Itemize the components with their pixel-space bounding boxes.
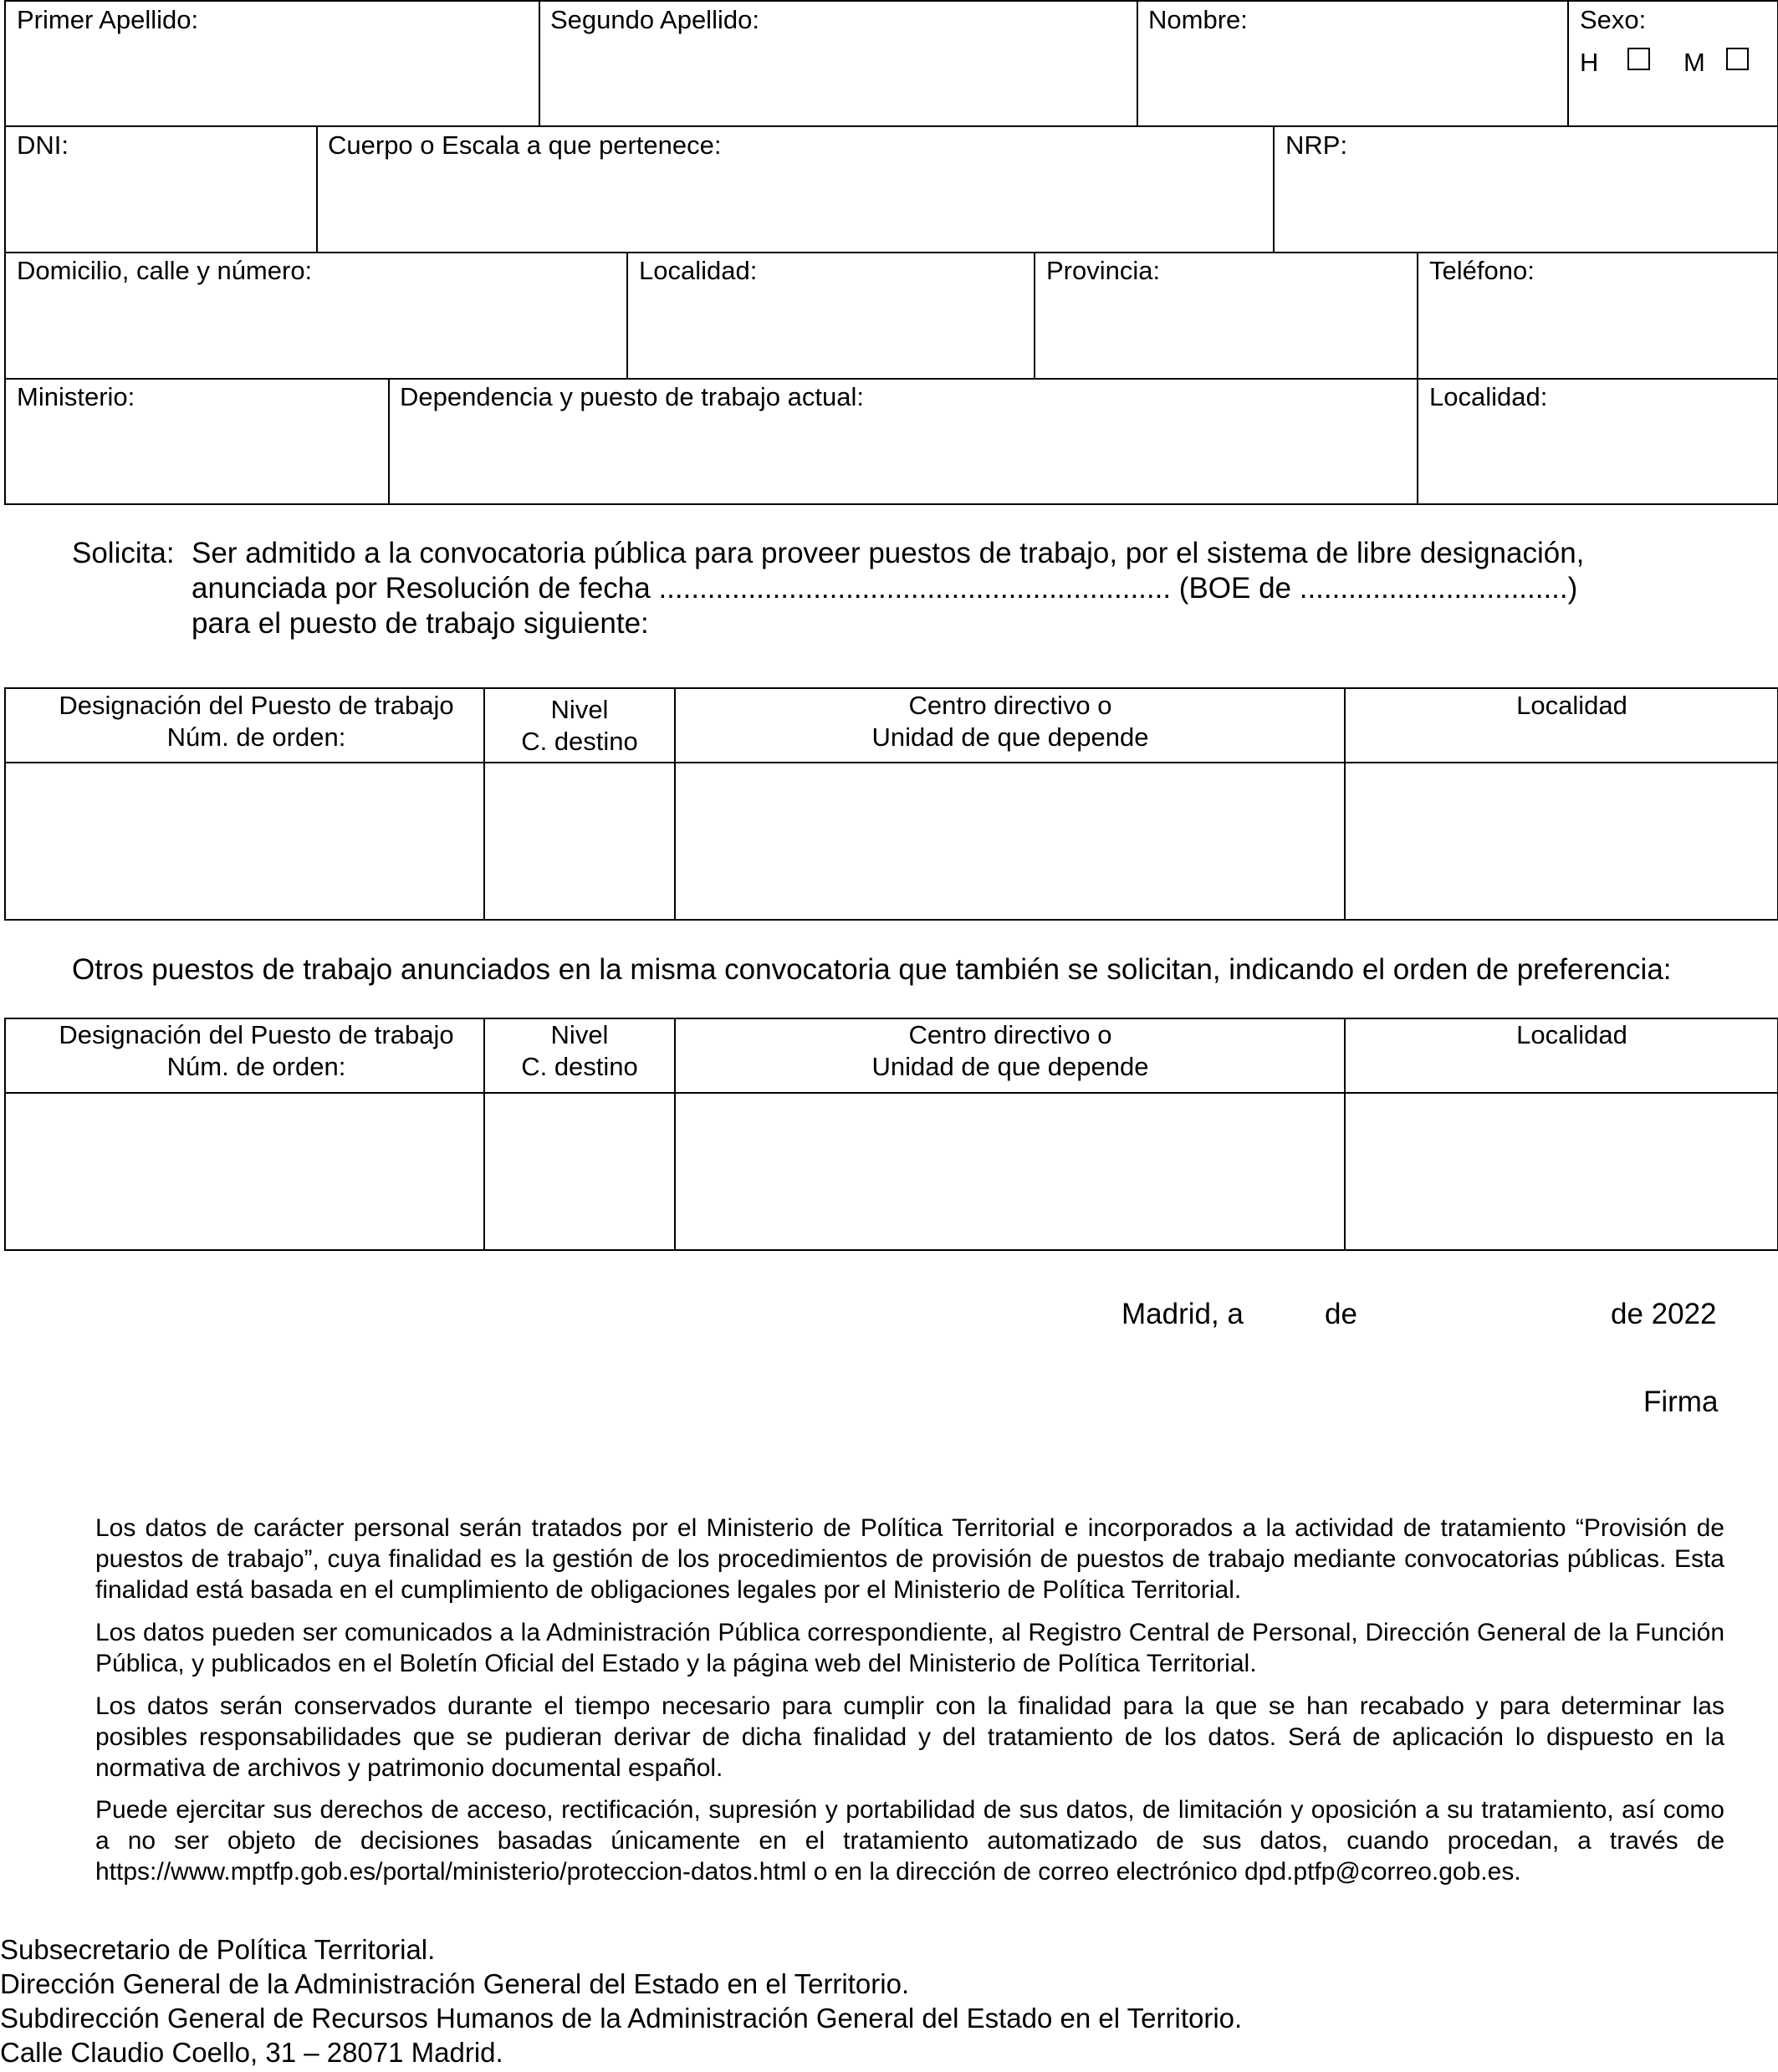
nombre-field[interactable] [1140,37,1565,124]
localidad-trabajo-label: Localidad: [1429,382,1548,411]
telefono-field[interactable] [1420,288,1775,376]
footer-line-2: Dirección General de la Administración General del Estado en el Territorio. [0,1968,910,1999]
dependencia-label: Dependencia y puesto de trabajo actual: [400,382,864,411]
otros-cell-localidad[interactable] [1346,1095,1776,1248]
col-divider [388,378,390,505]
header-line: Núm. de orden: [166,1052,346,1081]
puesto-cell-centro[interactable] [677,764,1342,918]
nrp-label: NRP: [1285,130,1348,160]
col-divider [626,252,628,379]
header-line: Centro directivo o [908,691,1112,720]
firma-label: Firma [1643,1386,1719,1418]
col-header-nivel [485,1019,674,1083]
primer-apellido-label: Primer Apellido: [17,5,199,34]
col-divider [1137,0,1138,127]
domicilio-label: Domicilio, calle y número: [17,256,313,285]
dni-label: DNI: [17,130,69,160]
privacy-paragraph-2: Los datos pueden ser comunicados a la Administración Pública correspondiente, al Registro Central de Personal, Dirección General de la Función Pública, y publicados en el Boletín Oficial del Estado y la página web del Ministerio de Política Territorial. [95,1619,1724,1677]
signature-de-year: de 2022 [1611,1298,1717,1330]
header-line: Designación del Puesto de trabajo [59,691,454,720]
localidad-field[interactable] [630,288,1031,376]
privacy-paragraph-1: Los datos de carácter personal serán tratados por el Ministerio de Política Territorial e incorporados a la actividad de tratamiento “Provisión de puestos de trabajo”, cuya finalidad es la gestión de los procedimientos de provisión de puestos de trabajo mediante convocatorias públicas. Esta finalidad está basada en el cumplimiento de obligaciones legales por el Ministerio de Política Territorial. [95,1514,1724,1604]
header-divider [4,762,1777,763]
sexo-h-label: H [1580,48,1599,77]
col-divider [1417,252,1418,379]
ministerio-field[interactable] [7,415,385,503]
header-line: Centro directivo o [908,1020,1112,1049]
col-divider [1273,125,1275,253]
header-line: Designación del Puesto de trabajo [59,1020,454,1049]
nrp-field[interactable] [1276,162,1775,250]
telefono-label: Teléfono: [1429,256,1535,285]
segundo-apellido-field[interactable] [542,37,1134,124]
header-line: Localidad [1516,691,1627,720]
col-header-localidad [1346,1019,1778,1051]
col-header-centro [676,1019,1345,1083]
col-divider [1034,252,1035,379]
sexo-label: Sexo: [1580,5,1647,34]
row-divider [4,252,1777,253]
col-divider [539,0,540,127]
privacy-paragraph-4: Puede ejercitar sus derechos de acceso, rectificación, supresión y portabilidad de sus datos, de limitación y oposición a su tratamiento, así como a no ser objeto de decisiones basadas únicamente en el tratamiento automatizado de sus datos, cuando procedan, a través de https://www.mptfp.gob.es/portal/ministerio/proteccion-datos.html o en la dirección de correo electrónico dpd.ptfp@correo.gob.es. [95,1796,1724,1886]
signature-de-1: de [1325,1298,1357,1330]
col-divider [1417,378,1418,505]
dependencia-field[interactable] [391,415,1413,503]
header-line: C. destino [521,727,638,756]
ministerio-label: Ministerio: [17,382,135,411]
header-line: Unidad de que depende [871,722,1149,752]
provincia-field[interactable] [1037,288,1413,376]
col-header-centro [676,690,1345,753]
solicita-line-3: para el puesto de trabajo siguiente: [192,607,649,640]
solicita-line-1: Ser admitido a la convocatoria pública para proveer puestos de trabajo, por el sistema de libre designación, [192,537,1585,569]
localidad-trabajo-field[interactable] [1420,415,1775,503]
col-divider [1567,0,1569,127]
localidad-label: Localidad: [639,256,758,285]
otros-cell-nivel[interactable] [486,1095,672,1248]
signature-place: Madrid, a [1121,1298,1244,1330]
row-divider [4,378,1777,380]
privacy-paragraph-3: Los datos serán conservados durante el tiempo necesario para cumplir con la finalidad para la que se han recabado y para determinar las posibles responsabilidades que se pudieran derivar de dicha finalidad y del tratamiento de los datos. Será de aplicación lo dispuesto en la normativa de archivos y patrimonio documental español. [95,1692,1724,1782]
sexo-h-checkbox[interactable] [1627,48,1650,70]
puesto-cell-nivel[interactable] [486,764,672,918]
header-line: Núm. de orden: [166,722,346,752]
puesto-cell-localidad[interactable] [1346,764,1776,918]
header-divider [4,1092,1777,1094]
provincia-label: Provincia: [1046,256,1161,285]
otros-cell-centro[interactable] [677,1095,1342,1248]
sexo-m-label: M [1683,48,1705,77]
col-header-designacion [4,690,508,753]
col-header-designacion [4,1019,508,1083]
header-line: Nivel [550,1020,609,1049]
dni-field[interactable] [7,162,313,250]
otros-heading: Otros puestos de trabajo anunciados en la misma convocatoria que también se solicitan, indicando el orden de preferencia: [72,953,1672,986]
nombre-label: Nombre: [1148,5,1248,34]
cuerpo-label: Cuerpo o Escala a que pertenece: [328,130,722,160]
segundo-apellido-label: Segundo Apellido: [550,5,759,34]
header-line: C. destino [521,1052,638,1081]
row-divider [4,125,1777,127]
puesto-cell-designacion[interactable] [7,764,482,918]
col-divider [316,125,318,253]
header-line: Unidad de que depende [871,1052,1149,1081]
col-header-localidad [1346,690,1778,722]
footer-line-1: Subsecretario de Política Territorial. [0,1934,436,1965]
sexo-m-checkbox[interactable] [1726,48,1749,70]
footer-line-4: Calle Claudio Coello, 31 – 28071 Madrid. [0,2037,503,2068]
solicita-label: Solicita: [72,537,175,569]
cuerpo-field[interactable] [319,162,1270,250]
header-line: Nivel [550,695,609,724]
footer-line-3: Subdirección General de Recursos Humanos de la Administración General del Estado en el Territorio. [0,2003,1243,2034]
domicilio-field[interactable] [7,288,623,376]
header-line: Localidad [1516,1020,1627,1049]
solicita-line-2: anunciada por Resolución de fecha ............................................................... (BOE de .................................) [192,572,1578,605]
col-header-nivel [485,694,674,758]
otros-cell-designacion[interactable] [7,1095,482,1248]
primer-apellido-field[interactable] [7,37,535,124]
